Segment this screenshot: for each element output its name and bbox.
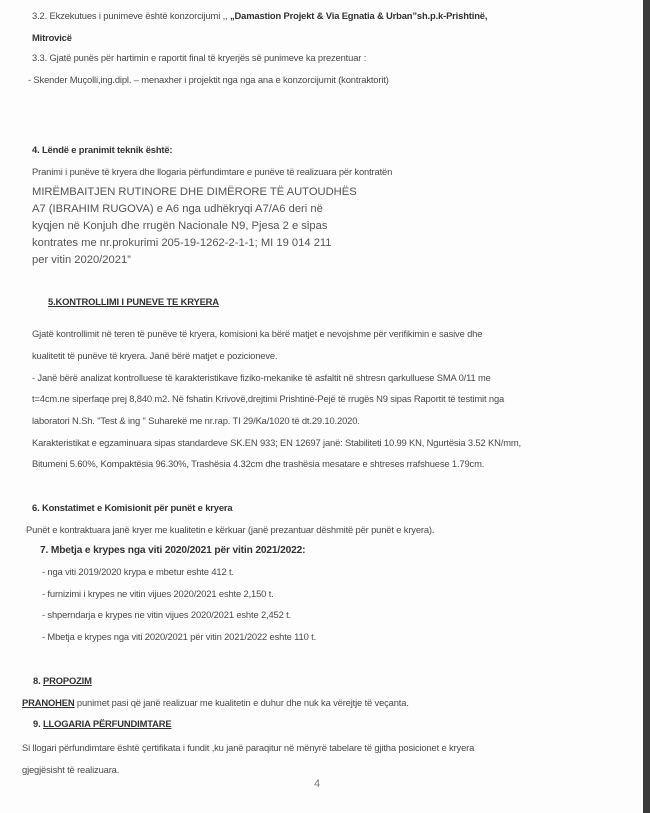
- list-item: - furnizimi i krypes ne vitin vijues 2020/2021 eshte 2,150 t.: [42, 588, 274, 599]
- page-number: 4: [314, 778, 321, 790]
- text: punimet pasi që janë realizuar me kualitetin e duhur dhe nuk ka vërejtje të veçanta.: [74, 697, 409, 708]
- paragraph-line: t=4cm.ne siperfaqe prej 8,840 m2. Në fshatin Krivovë,drejtimi Prishtinë-Pejë të rrugës N9 sipas Raportit të testimit nga: [32, 393, 505, 404]
- section-title: PROPOZIM: [42, 675, 92, 686]
- paragraph-line: Gjatë kontrollimit në teren të punëve të kryera, komisioni ka bërë matjet e nevojshme për verifikimin e sasive dhe: [32, 328, 483, 339]
- section-8-text: [22, 697, 409, 709]
- contract-line: kontrates me nr.prokurimi 205-19-1262-2-1-1; MI 19 014 211: [32, 237, 332, 249]
- contract-line: MIRËMBAITJEN RUTINORE DHE DIMËRORE TË AUTOUDHËS: [32, 186, 357, 198]
- project-manager: - Skender Muçolli,ing.dipl. – menaxher i projektit nga nga ana e konzorcijumit (kontraktorit): [28, 74, 389, 85]
- section-7-heading: 7. Mbetja e krypes nga viti 2020/2021 për vitin 2021/2022:: [40, 545, 306, 556]
- contract-line: per vitin 2020/2021”: [32, 254, 131, 266]
- section-title: LLOGARIA PËRFUNDIMTARE: [42, 718, 172, 729]
- contractor-city: Mitrovicë: [32, 32, 72, 43]
- section-3-2: [32, 10, 487, 22]
- section-5-heading: 5.KONTROLLIMI I PUNEVE TE KRYERA: [48, 296, 219, 307]
- section-9-heading: [33, 718, 171, 730]
- scan-edge: [643, 0, 650, 813]
- contractor-name: „Damastion Projekt & Via Egnatia & Urban”sh.p.k-Prishtinë,: [229, 10, 488, 21]
- contract-line: A7 (IBRAHIM RUGOVA) e A6 nga udhëkryqi A7/A6 deri në: [32, 203, 323, 215]
- paragraph-line: Si llogari përfundimtare është çertifikata i fundit ,ku janë paraqitur në mënyrë tabelare të gjitha posicionet e kryera: [22, 742, 475, 753]
- paragraph-line: kualitetit të punëve të kryera. Janë bërë matjet e pozicioneve.: [32, 350, 278, 361]
- section-4-intro: Pranimi i punëve të kryera dhe llogaria përfundimtare e punëve të realizuara për kontratën: [32, 166, 393, 177]
- list-item: - nga viti 2019/2020 krypa e mbetur eshte 412 t.: [42, 566, 234, 577]
- section-8-heading: [33, 675, 92, 687]
- section-6-text: Punët e kontraktuara janë kryer me kualitetin e kërkuar (janë prezantuar dëshmitë për punët e kryera).: [26, 524, 435, 535]
- paragraph-line: - Janë bërë analizat kontrolluese të karakteristikave fiziko-mekanike të asfaltit në shtresn qarkulluese SMA 0/11 me: [32, 372, 491, 383]
- text: 3.2. Ekzekutues i punimeve është konzorcijumi ,,: [32, 10, 230, 21]
- paragraph-line: gjegjësisht të realizuara.: [22, 764, 120, 775]
- contract-line: kyqjen në Konjuh dhe rrugën Nacionale N9, Pjesa 2 e sipas: [32, 220, 328, 232]
- section-number: 8.: [33, 675, 43, 686]
- list-item: - shperndarja e krypes ne vitin vijues 2020/2021 eshte 2,452 t.: [42, 609, 292, 620]
- section-4-heading: 4. Lëndë e pranimit teknik është:: [32, 144, 173, 155]
- section-number: 9.: [33, 718, 43, 729]
- section-3-3: 3.3. Gjatë punës për hartimin e raportit final të kryerjës së punimeve ka prezentuar :: [32, 52, 367, 63]
- paragraph-line: Bitumeni 5.60%, Kompaktësia 96.30%, Trashësia 4.32cm dhe trashësia mesatare e shtreses rrafshuese 1.79cm.: [32, 458, 485, 469]
- section-6-heading: 6. Konstatimet e Komisionit për punët e kryera: [32, 502, 233, 513]
- decision-word: PRANOHEN: [22, 697, 75, 708]
- paragraph-line: Karakteristikat e egzaminuara sipas standardeve SK.EN 933; EN 12697 janë: Stabiliteti 10.99 KN, Ngurtësia 3.52 KN/mm,: [32, 437, 521, 448]
- paragraph-line: laboratori N.Sh. "Test & ing " Suharekë me nr.rap. TI 29/Ka/1020 të dt.29.10.2020.: [32, 415, 360, 426]
- list-item: - Mbetja e krypes nga viti 2020/2021 për vitin 2021/2022 eshte 110 t.: [42, 631, 317, 642]
